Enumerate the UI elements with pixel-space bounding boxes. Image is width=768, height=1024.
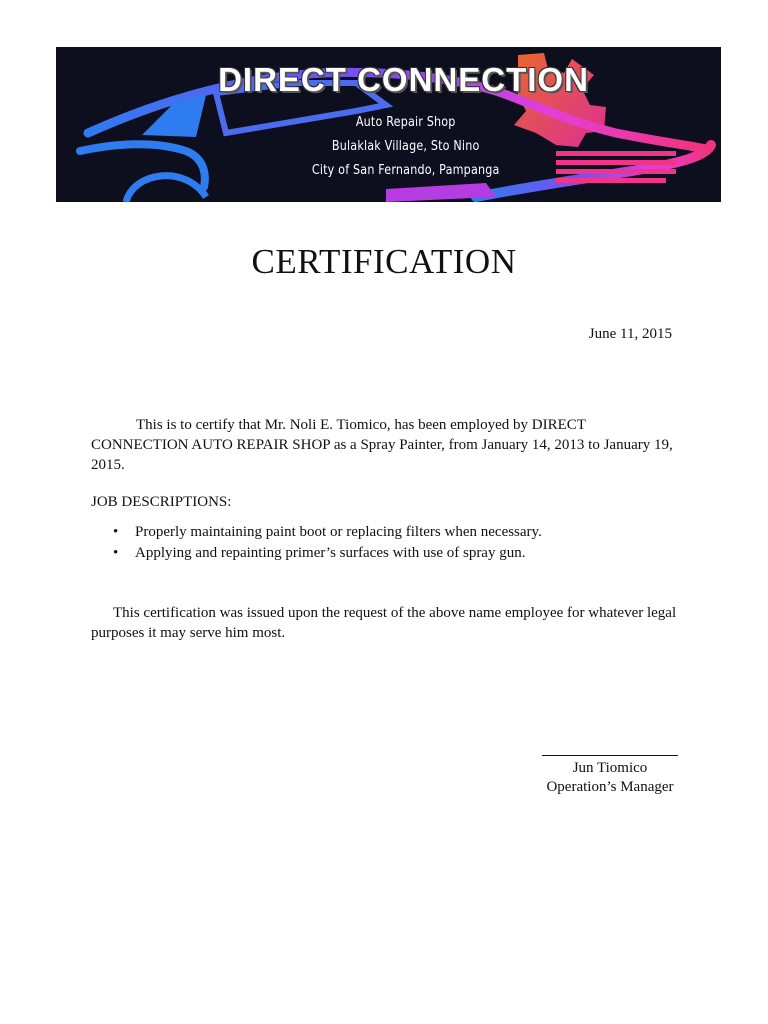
intro-paragraph: This is to certify that Mr. Noli E. Tiomico, has been employed by DIRECT CONNECTION AUTO REPAIR SHOP as a Spray Painter, from January 14, 2013 to January 19, 2015.	[91, 417, 673, 473]
closing-paragraph: This certification was issued upon the request of the above name employee for whatever legal purposes it may serve him most.	[91, 605, 677, 641]
document-title: CERTIFICATION	[251, 242, 517, 281]
list-item: • Applying and repainting primer’s surfaces with use of spray gun.	[91, 543, 542, 564]
car-wheel-arch-front	[126, 176, 206, 202]
document-date: June 11, 2015	[588, 326, 672, 342]
job-duties-list	[91, 522, 542, 564]
signature-line	[542, 755, 678, 756]
list-item: • Properly maintaining paint boot or replacing filters when necessary.	[91, 522, 542, 543]
signatory-name: Jun Tiomico	[572, 760, 648, 776]
shop-type: Auto Repair Shop	[355, 115, 456, 130]
address-line-2: City of San Fernando, Pampanga	[311, 163, 500, 178]
signatory-title: Operation’s Manager	[546, 779, 674, 795]
address-line-1: Bulaklak Village, Sto Nino	[331, 139, 480, 154]
job-descriptions-heading: JOB DESCRIPTIONS:	[91, 494, 232, 510]
brand-name: DIRECT CONNECTION	[218, 61, 589, 98]
header-banner	[56, 47, 721, 202]
